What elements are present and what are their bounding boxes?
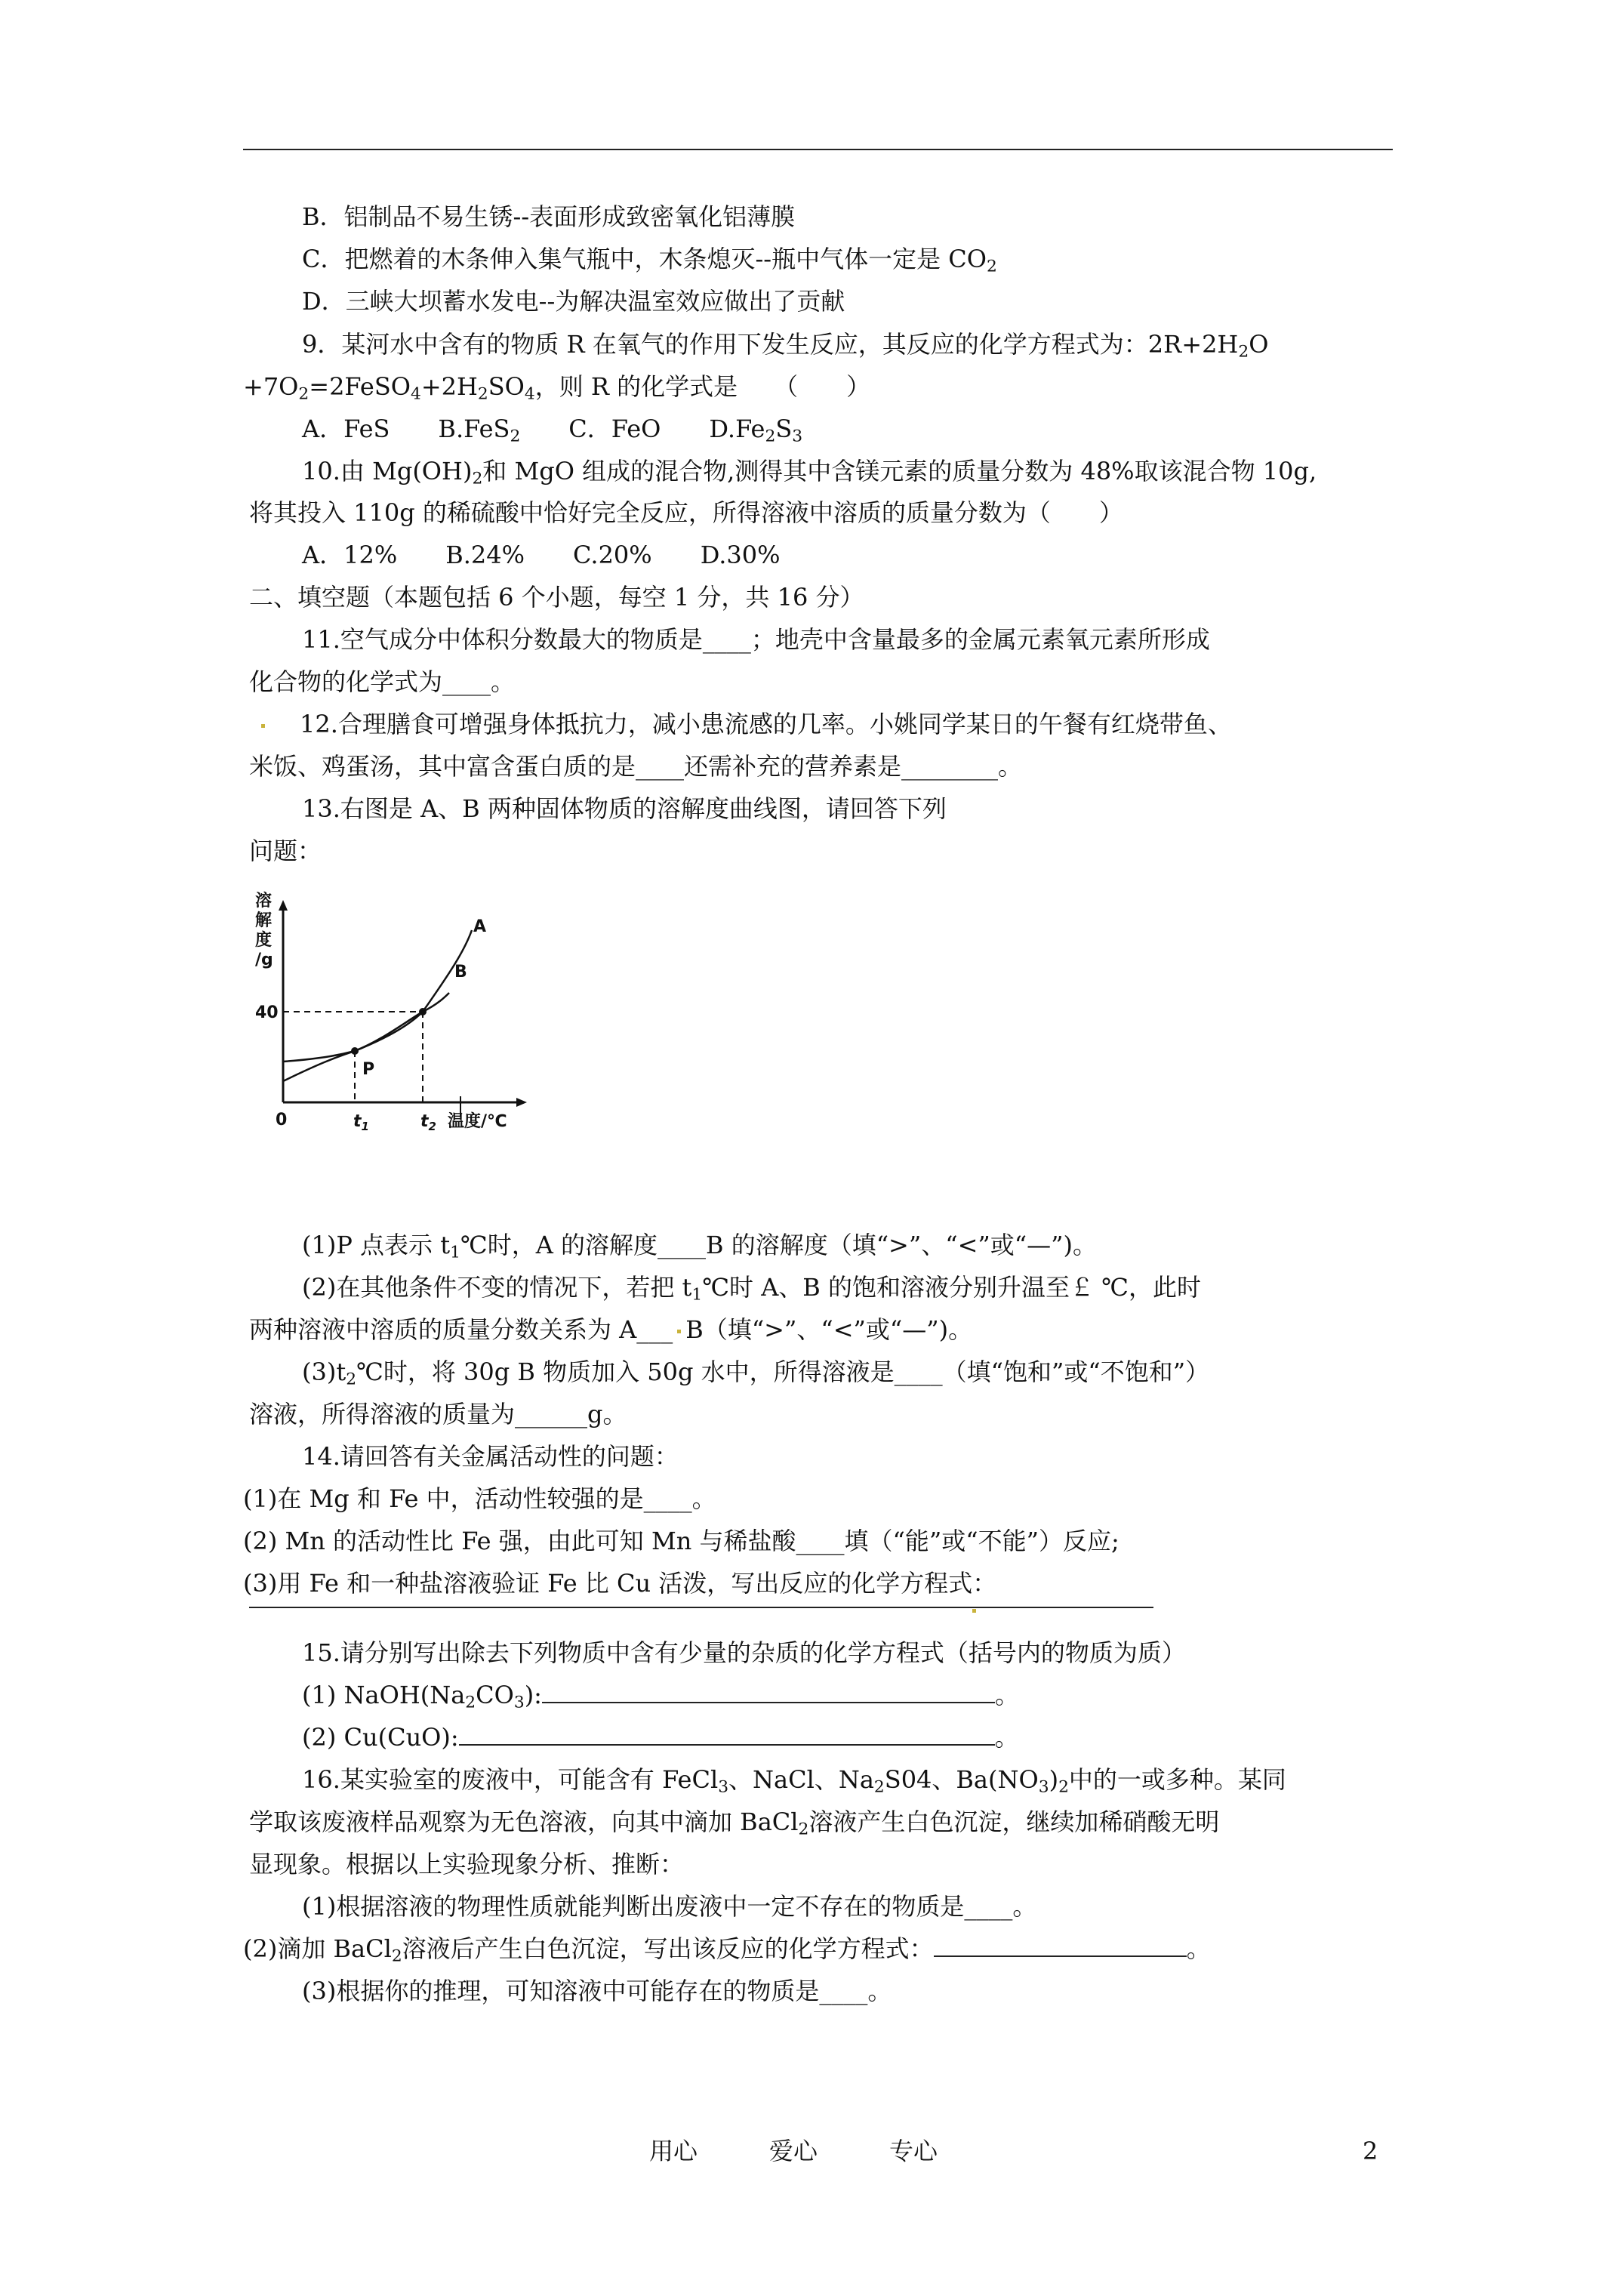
origin-label: 0 <box>276 1111 288 1130</box>
footer-item: 用心 <box>649 2137 698 2165</box>
ylabel-char: 度 <box>255 931 273 950</box>
question-16-line-2: 学取该废液样品观察为无色溶液，向其中滴加 BaCl$_2$溶液产生白色沉淀，继续加稀硝酸无明 <box>249 1808 1220 1839</box>
question-12-line-2: 米饭、鸡蛋汤，其中富含蛋白质的是____还需补充的营养素是________。 <box>249 752 1023 781</box>
section-2-heading: 二、填空题（本题包括 6 个小题，每空 1 分，共 16 分） <box>249 583 864 612</box>
question-15-part-2: (2) Cu(CuO): 。 <box>302 1723 1019 1752</box>
answer-blank[interactable] <box>934 1934 1187 1957</box>
question-14-part-1: (1)在 Mg 和 Fe 中，活动性较强的是____。 <box>243 1484 716 1513</box>
stray-mark <box>677 1330 681 1333</box>
question-13-line-1: 13.右图是 A、B 两种固体物质的溶解度曲线图，请回答下列 <box>302 794 947 823</box>
ylabel-char: /g <box>255 951 273 969</box>
question-9-options: A．FeS B.FeS$_2$ C．FeO $D.Fe_2S_3$ <box>302 415 803 446</box>
header-rule <box>243 149 1393 150</box>
solubility-chart <box>249 883 536 1133</box>
chart-axes <box>279 900 527 1107</box>
answer-blank[interactable] <box>459 1723 995 1746</box>
question-10-options: A．12% B.24% C.20% D.30% <box>302 541 781 569</box>
question-16-line-1: 16.某实验室的废液中，可能含有 FeCl$_3$、NaCl、$Na_2S04$、$Ba(NO_3)_2$中的一或多种。某同 <box>302 1765 1286 1797</box>
footer-item: 爱心 <box>769 2137 818 2165</box>
point-p-label: P <box>362 1060 375 1079</box>
page-number: 2 <box>1363 2137 1378 2165</box>
x-tick-t1: $t_1$ <box>353 1112 369 1133</box>
option-c: C．把燃着的木条伸入集气瓶中，木条熄灭--瓶中气体一定是 $CO_2$ <box>302 245 997 276</box>
question-9-line-1: 9．某河水中含有的物质 R 在氧气的作用下发生反应，其反应的化学方程式为：$2R+2H_2O$ <box>302 330 1269 362</box>
question-13-part-3-line-1: $(3)t_2℃$时，将 30g B 物质加入 50g 水中，所得溶液是____（填“饱和”或“不饱和”） <box>302 1358 1210 1389</box>
stray-mark <box>972 1609 976 1613</box>
question-13-part-2-line-1: (2)在其他条件不变的情况下，若把 $t_1℃$时 A、B 的饱和溶液分别升温至￡ ℃，此时 <box>302 1273 1201 1305</box>
curve-a-label: A <box>473 917 487 936</box>
question-11-line-2: 化合物的化学式为____。 <box>249 667 516 696</box>
stray-mark-row <box>968 1595 981 1623</box>
option-d: D．三峡大坝蓄水发电--为解决温室效应做出了贡献 <box>302 287 845 316</box>
point-p <box>351 1047 359 1055</box>
question-16-line-3: 显现象。根据以上实验现象分析、推断： <box>249 1850 685 1878</box>
question-10-line-1: 10.由 $Mg(OH)_2$和 MgO 组成的混合物,测得其中含镁元素的质量分数为 48%取该混合物 10g, <box>302 457 1317 488</box>
question-15: 15.请分别写出除去下列物质中含有少量的杂质的化学方程式（括号内的物质为质） <box>302 1638 1186 1667</box>
question-16-part-2: (2)滴加 BaCl$_2$溶液后产生白色沉淀，写出该反应的化学方程式： 。 <box>243 1934 1211 1966</box>
question-13-part-1: (1)P 点表示 $t_1℃$时，A 的溶解度____B 的溶解度（填“>”、“<”或“—”)。 <box>302 1231 1097 1262</box>
question-11-line-1: 11.空气成分中体积分数最大的物质是____；地壳中含量最多的金属元素氧元素所形成 <box>302 625 1210 654</box>
ylabel-char: 溶 <box>255 892 273 911</box>
question-16-part-1: (1)根据溶液的物理性质就能判断出废液中一定不存在的物质是____。 <box>302 1892 1037 1921</box>
answer-blank[interactable] <box>542 1681 995 1703</box>
question-13-part-2-line-2: 两种溶液中溶质的质量分数关系为 A___ B（填“>”、“<”或“—”)。 <box>249 1315 973 1344</box>
curve-a <box>283 930 472 1062</box>
option-b: B．铝制品不易生锈--表面形成致密氧化铝薄膜 <box>302 202 796 231</box>
footer-item: 专心 <box>889 2137 938 2165</box>
question-14-answer-line[interactable] <box>249 1586 1153 1614</box>
question-13-part-3-line-2: 溶液，所得溶液的质量为______g。 <box>249 1400 627 1428</box>
question-14-part-3: (3)用 Fe 和一种盐溶液验证 Fe 比 Cu 活泼，写出反应的化学方程式： <box>243 1569 997 1598</box>
question-14: 14.请回答有关金属活动性的问题： <box>302 1442 679 1471</box>
question-14-part-2: (2) Mn 的活动性比 Fe 强，由此可知 Mn 与稀盐酸____填（“能”或“不能”）反应; <box>243 1527 1119 1555</box>
footer-motto <box>649 2137 1009 2165</box>
x-axis-label: 温度/℃ <box>448 1112 507 1131</box>
question-10-line-2: 将其投入 110g 的稀硫酸中恰好完全反应，所得溶液中溶质的质量分数为（ ） <box>249 498 1123 527</box>
point-b-t2 <box>419 1008 427 1015</box>
stray-mark <box>261 724 265 728</box>
question-12-line-1: 12.合理膳食可增强身体抵抗力，减小患流感的几率。小姚同学某日的午餐有红烧带鱼、 <box>257 710 1232 738</box>
question-9-line-2: $+7O_2=2FeSO_4+2H_2SO_4$，则 R 的化学式是 （ ） <box>243 372 871 404</box>
question-13-line-2: 问题： <box>249 837 322 865</box>
y-tick-40: 40 <box>255 1003 279 1022</box>
curve-b-label: B <box>454 963 467 982</box>
x-tick-t2: $t_2$ <box>420 1112 436 1133</box>
answer-blank[interactable] <box>249 1586 1153 1608</box>
question-16-part-3: (3)根据你的推理，可知溶液中可能存在的物质是____。 <box>302 1977 892 2005</box>
question-15-part-1: (1) $NaOH(Na_2CO_3)$: 。 <box>302 1681 1019 1712</box>
ylabel-char: 解 <box>255 911 273 930</box>
